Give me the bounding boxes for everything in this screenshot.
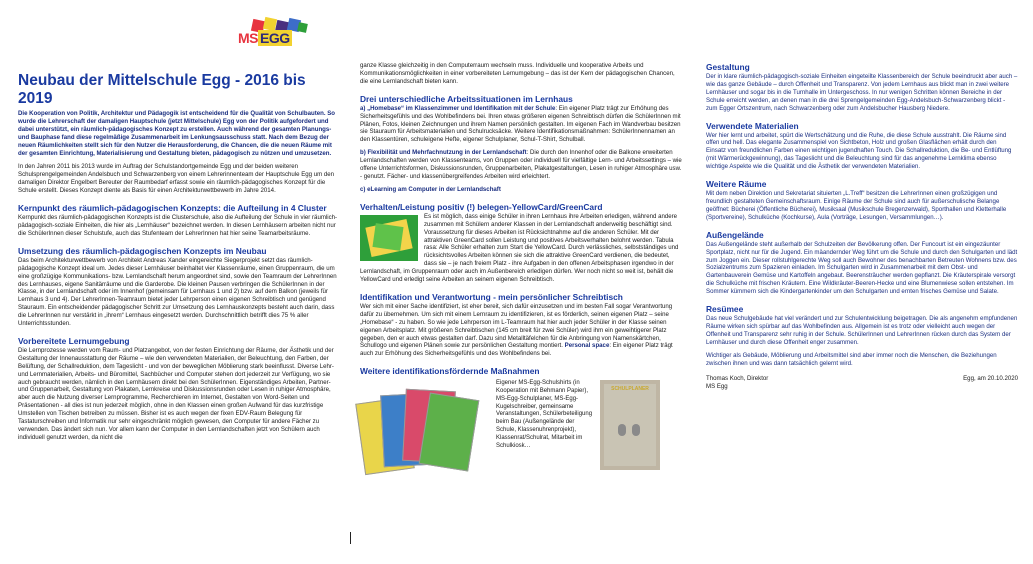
heading-arbeitssituationen: Drei unterschiedliche Arbeitssituationen im Lernhaus	[360, 93, 573, 104]
paragraph-homebase	[360, 105, 682, 145]
heading-lernumgebung: Vorbereitete Lernumgebung	[18, 335, 130, 346]
text-personal-space: : Ein eigener Platz trägt auch zur Erhöhung des Sicherheitsgefühls und des Wohlbefindens bei.	[360, 342, 673, 358]
school-logo	[238, 18, 314, 48]
paragraph-materialien: Wer hier lernt und arbeitet, spürt die Wertschätzung und die Ruhe, die diese Schule ausstrahlt. Die Räume sind offen und hell. Das elegante Zusammenspiel von Sichtbeton, Holz und großen Glasflächen erhält durch den Einsatz von freundlichen Farben einen wichtigen jugendhaften Touch. Die Schallreduktion, die Be- und Entlüftung (mit Wärmerückgewinnung), das Tageslicht und die Beleuchtung sind für das angenehme Lernklima ebenso wichtige Aspekte wie die Qualität und die Ästhetik der verwendeten Materialien.	[706, 131, 1012, 171]
logo-text	[238, 30, 292, 46]
column-3	[706, 62, 1018, 391]
signature-row	[706, 375, 1018, 391]
text-cursor	[350, 532, 351, 544]
heading-yellowcard: Verhalten/Leistung positiv (!) belegen-YellowCard/GreenCard	[360, 201, 603, 212]
heading-resuemee: Resümee	[706, 304, 744, 315]
paragraph-lernumgebung: Die Lernprozesse werden vom Raum- und Platzangebot, von der festen Einrichtung der Räume, der Ästhetik und der Gestaltung der Innenausstattung der Räume – wie den verwendeten Materialien, der Beleuchtung, den Farben, der Belüftung, der Schallreduktion, dem Tageslicht - und von der beweglichen Möblierung stark beeinflusst. Diverse Lehr- und Lernmaterialien, Arbeits- und Büromittel, Sachbücher und Computer stehen dort jederzeit zur Verfügung, wo sie auch gebraucht werden, nämlich in den Lernhäusern direkt bei den SchülerInnen. Eigenständiges Arbeiten, Partner- und Gruppenarbeit, Gestaltung von Plakaten, Lernkreise und Diskussionsrunden oder Lesen in ruhiger Atmosphäre, aber auch die Nutzung diverser Lernprogramme, Recherchieren im Internet, Gestalten von Word-Seiten und Präsentationen - all dies ist nun jederzeit möglich, ohne in den Klassen einen großen Aufwand für das kurzfristige Umstellen von Tischen betreiben zu müssen. Bisher ist es auch wegen der fixen EDV-Raum Belegung für Tastaturschreiben und Informatik nur sehr eingeschränkt möglich gewesen, den Computer für andere Fächer zu verwenden. Das ändert sich nun. Vor allem kann der Computer in den Lernlandschaften jetzt von Schülern auch individuell genutzt werden, da nicht die	[18, 346, 334, 441]
massnahmen-text: Eigener MS-Egg-Schulshirts (in Kooperation mit Behmann Papier), MS-Egg-Schulplaner, MS-Egg-Kugelschreiber, gemeinsame Veranstaltungen, Schülerbeteiligung beim Bau (Außengelände der Schule, Klassenuhrenprojekt), Klassenrat/Schulrat, Mitarbeit im Schulkiosk…	[496, 380, 593, 449]
page-title: Neubau der Mittelschule Egg - 2016 bis 2019	[18, 72, 306, 107]
schulplaner-photo	[600, 380, 660, 470]
paragraph-schluss: Wichtiger als Gebäude, Möblierung und Arbeitsmittel sind aber immer noch die Menschen, die Beziehungen zwischen ihnen und was dann tatsächlich gelernt wird.	[706, 351, 997, 367]
paragraph-cluster: Kernpunkt des räumlich-pädagogischen Konzepts ist die Clusterschule, also die Aufteilung der Schule in vier räumlich-pädagogisch-soziale Einheiten, die hier als „Lernhäuser“ bezeichnet werden. In diesen Lernhäusern arbeiten nicht nur die SchülerInnen dieser Schulstufe, auch das Stufenteam der LehrerInnen hat hier seine Teamarbeitsräume.	[18, 214, 338, 237]
heading-aussengelaende: Außengelände	[706, 229, 764, 240]
heading-cluster: Kernpunkt des räumlich-pädagogischen Konzepts: die Aufteilung in 4 Cluster	[18, 203, 327, 214]
signature-block	[706, 375, 768, 391]
column-1	[18, 62, 340, 447]
heading-massnahmen: Weitere identifikationsfördernde Maßnahmen	[360, 366, 540, 377]
logo-square-green	[297, 22, 308, 33]
paragraph-aussengelaende: Das Außengelände steht außerhalb der Schulzeiten der Bevölkerung offen. Der Funcourt ist ein eingezäunter Sportplatz, nicht nur für die Jugend. Ein mäandernder Weg führt um die Schule und durch den Schulgarten und lädt zum Joggen ein. Dieser rollstuhlgerechte Weg soll auch Bewohner des benachbarten Betreuten Wohnens bzw. des Sozialzentrums zum Spazieren einladen. Im Schulgarten wird in Zusammenarbeit mit dem Obst- und Gartenbauverein Gemüse und Kartoffeln angebaut. Beerensträucher werden gepflanzt. Die Kräuterspirale versorgt die Schulküche mit frischen Kräutern. Eine Wildkräuter-Beeren-Hecke und eine Blumenwiese sollen entstehen. Im Sommer kümmern sich die Kindergartenkinder um den Schulgarten und ernten frisches Gemüse und Salate.	[706, 240, 1018, 296]
massnahmen-row	[360, 380, 682, 474]
paragraph-gestaltung: Der in klare räumlich-pädagogisch-soziale Einheiten eingeteilte Klassenbereich der Schule beeindruckt aber auch – wie das ganze Gebäude – durch Offenheit und Transparenz. Von jedem Lernhaus aus blickt man in zwei weitere Lernhäuser und sogar bis in die Turnhalle im Untergeschoss. In nur wenigen Schritten können Bereiche in der Schule erreicht werden, an denen man in die drei Sprengelgemeinden Egg-Andelsbuch-Schwarzenberg blickt - zum Egger Ortszentrum, nach Schwarzenberg oder zum Andelsbucher Hausberg Niedere.	[706, 73, 1018, 112]
schulplaner-booklets-image	[360, 386, 472, 472]
paragraph-resuemee: Das neue Schulgebäude hat viel verändert und zur Schulentwicklung beigetragen. Die als angenehm empfundenen Räume wirken sich spürbar auf das Wohlbefinden aus. Allgemein ist es trotz oder vielleicht auch wegen der Offenheit und Transparenz sehr ruhig in der Schule. SchülerInnen und LehrerInnen rücken durch das System der Lernhäuser und durch diese Offenheit enger zusammen.	[706, 315, 1018, 346]
paragraph-flexibilitaet	[360, 149, 682, 181]
label-elearning: c) eLearning am Computer in der Lernlandschaft	[360, 185, 501, 193]
heading-materialien: Verwendete Materialien	[706, 120, 799, 131]
label-personal-space: Personal space	[564, 342, 610, 350]
heading-weitere-raeume: Weitere Räume	[706, 179, 767, 190]
heading-umsetzung: Umsetzung des räumlich-pädagogischen Konzepts im Neubau	[18, 245, 267, 256]
logo-ms: MS	[238, 30, 258, 46]
label-flexibilitaet: b) Flexibilität und Mehrfachnutzung in der Lernlandschaft	[360, 149, 527, 157]
logo-egg: EGG	[260, 30, 290, 46]
document-date: Egg, am 20.10.2020	[963, 375, 1018, 383]
photo-figure-right	[632, 424, 640, 436]
text-schreibtisch: Wer sich mit einer Sache identifiziert, ist eher bereit, sich dafür einzusetzen und im besten Fall sogar Verantwortung dafür zu übernehmen. Um sich mit einem Lernraum zu identifizieren, ist es förderlich, seinen eigenen Platz – seine „Homebase“ - zu haben. So wie jede Lehrperson im L-Teamraum hat hier auch jeder Schüler in der Klasse seinen eigenen Arbeitsplatz. Mit größeren Schreibtischen (145 cm breit für zwei Schüler) wird ihm ein geweihtigerer Platz gegeben, den er auch etwas gestalten darf. Dazu sind Metalltäfelchen für die Anbringung von Namenskärtchen, Schullogo und eigenen Plänen sowie zur persönlichen Gestaltung montiert.	[360, 302, 673, 350]
heading-schreibtisch: Identifikation und Verantwortung - mein persönlicher Schreibtisch	[360, 291, 623, 302]
intro-paragraph: In den Jahren 2011 bis 2013 wurde im Auftrag der Schulstandortgemeinde Egg und der beiden weiteren Schulsprengelgemeinden Andelsbuch und Schwarzenberg von einem Lehrerinnenteam der Hauptschule Egg um den damaligen Direktor Engelbert Bereuter der Raumbedarf erfasst sowie ein räumlich-pädagogisches Konzept für die Schule erstellt. Dieses Konzept diente als Basis für einen Architekturwettbewerb im Jahre 2014.	[18, 163, 335, 195]
paragraph-umsetzung: Das beim Architekturwettbewerb von Architekt Andreas Xander eingereichte Siegerprojekt setzt das räumlich-pädagogische Konzept ideal um. Jedes dieser Lernhäuser beinhaltet vier Klassenräume, einen Gruppenraum, die um eine großzügige Kommunikations- bzw. Lernlandschaft herum angeordnet sind, sowie den Teamraum der LehrerInnen des Lernhauses, eigene Sanitärräume und die Garderobe. Die kleinen Pausen verbringen die SchülerInnen in der Klasse, in der Lernlandschaft oder im Innenhof (gemeinsam für Lernhaus 1 und 2) bzw. auf dem Balkon (jeweils für Lernhaus 3 und 4). Der LehrerInnen-Teamraum bietet jeder Lehrperson einen eigenen Schreibtisch und genügend Stauraum. Ein entscheidender pädagogischer Schritt zur Umsetzung des Lernhauskonzepts besteht auch darin, dass die LehrerInnen nur verstärkt in „ihrem“ Lernhaus eingesetzt werden. Durchschnittlich betrifft dies 75 % aller Unterrichtsstunden.	[18, 256, 337, 328]
photo-figure-left	[618, 424, 626, 436]
paragraph-weitere-raeume: Mit dem neben Direktion und Sekretariat situierten „L.Treff“ besitzen die LehrerInnen einen großzügigen und freundlich gestalteten Gemeinschaftsraum. Einige Räume der Schule sind auch für außerschulische Belange geöffnet: Bücherei (Öffentliche Bücherei), Musiksaal (Musikschule Bregenzerwald), Sporthallen und Kletterhalle (Sportvereine), Schulküche (Kochkurse), Aula (Vorträge, Lesungen, Versammlungen…).	[706, 190, 1007, 221]
photo-cover	[604, 384, 656, 466]
photo-label: SCHULPLANER	[611, 386, 649, 393]
school-name: MS Egg	[706, 383, 728, 391]
greencard-image	[360, 215, 418, 261]
booklet-green	[419, 393, 480, 472]
text-flexibilitaet: : Die durch den Innenhof oder die Balkone erweiterten Lernlandschaften werden von Klassenteams, von Gruppen oder individuell für vielfältige Lern- und Arbeitssettings – wie offene Unterrichtsformen, Diskussionsrunden, Gruppenarbeiten, Plakatgestaltungen, Lesen in ruhiger Atmosphäre usw. - genutzt. Fächer- und klassenübergreifendes Arbeiten wird erleichtert.	[360, 149, 682, 180]
label-homebase: a) „Homebase“ im Klassenzimmer und Identifikation mit der Schule	[360, 104, 556, 112]
paragraph-yellowcard: Es ist möglich, dass einige Schüler in ihren Lernhaus ihre Arbeiten erledigen, während andere zusammen mit Schülern anderer Klassen in der Lernlandschaft anderweitig beschäftigt sind. Voraussetzung für dieses Arbeiten ist Rücksichtnahme auf die anderen Schüler. Mit der attraktiven GreenCard sollen Leistung und positives Arbeitsverhalten belohnt werden. Tabula rasa: Alle Schüler erhalten zum Start die YellowCard. Durch verlässliches, selbstständiges und rücksichtsvolles Arbeiten können sie sich die attraktive GreenCard verdienen, die bedeutet, dass sie – je nach freiem Platz - ihre Aufgaben in den offenen Arbeitsphasen irgendwo in der Lernlandschaft, im Gruppenraum oder auch im Außenbereich erledigen dürfen. Wer noch nicht so weit ist, behält die YellowCard und erledigt seine Arbeiten an seinem eigenen Schreibtisch.	[360, 212, 679, 284]
column-2	[360, 62, 682, 474]
heading-gestaltung: Gestaltung	[706, 62, 750, 72]
paragraph-schreibtisch	[360, 303, 682, 358]
paragraph-continued: ganze Klasse gleichzeitig in den Computerraum wechseln muss. Individuelle und kooperative Arbeits und Kommunikationsmöglichkeiten in einer vorbereiteten Lernumgebung – das ist der Kern der pädagogischen Chancen, die eine Lernlandschaft bieten kann.	[360, 62, 675, 85]
greencard-card	[372, 223, 403, 251]
lead-paragraph: Die Kooperation von Politik, Architektur und Pädagogik ist entscheidend für die Qualität von Schulbauten. So wurde die Lehrerschaft der damaligen Hauptschule (jetzt Mittelschule) Egg von der Politik aufgefordert und dabei unterstützt, ein räumlich-pädagogisches Konzept zu erstellen. Auch während der gesamten Planungs- und Bauphase fand diese regelmäßige Zusammenarbeit im Lenkungsausschuss statt. Nach dem Bezug der neuen Räumlichkeiten stellt sich für den Nutzer die Herausforderung, die Chancen, die die neuen Räume mit der gesamten Einrichtung, Materialisierung und Gestaltung bieten, pädagogisch zu nützen und umzusetzen.	[18, 110, 336, 157]
text-homebase: : Ein eigener Platz trägt zur Erhöhung des Sicherheitsgefühls und des Wohlbefindens bei. Ihren etwas größeren eigenen Schreibtisch dürfen die SchülerInnen mit Plänen, Fotos, kleinen Zeichnungen und ihrem Namen persönlich gestalten. Im eigenen Fach im Wandverbau besitzen sie Stauraum für Arbeitsmaterialien und Schulrucksäcke. Weitere Identifikationsmaßnahmen: SchülerInnennamen an den Klassentüren, schuleigene Hefte, eigener Schulplaner, Schul-T-Shirt, Schulball.	[360, 104, 681, 144]
author-name: Thomas Koch, Direktor	[706, 375, 769, 383]
